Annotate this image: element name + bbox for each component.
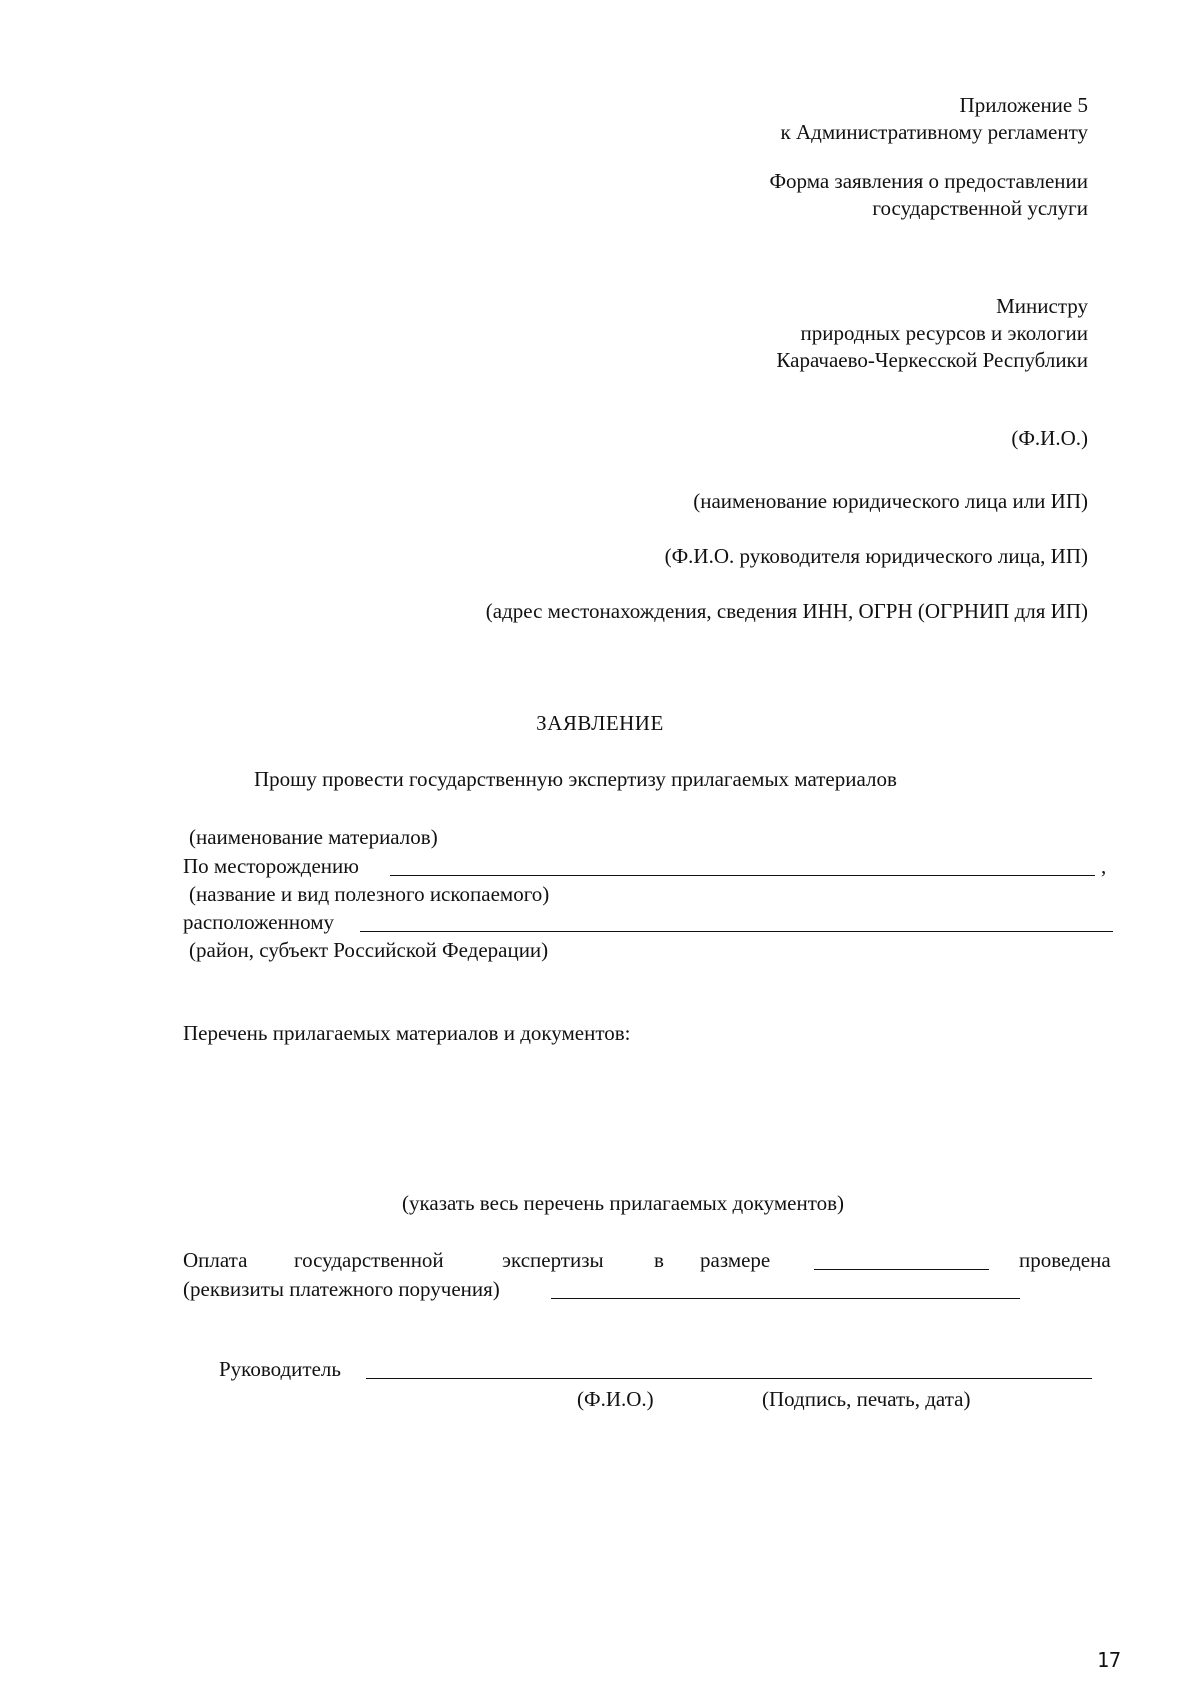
payment-word-1: Оплата (183, 1248, 248, 1272)
payment-word-5: размере (700, 1248, 771, 1272)
document-title: ЗАЯВЛЕНИЕ (536, 711, 664, 735)
payment-amount-field[interactable] (814, 1269, 989, 1270)
documents-list-hint: (указать весь перечень прилагаемых документов) (402, 1191, 845, 1215)
address-hint: (адрес местонахождения, сведения ИНН, ОГРН (ОГРНИП для ИП) (485, 599, 1088, 623)
head-label: Руководитель (219, 1357, 341, 1381)
payment-word-4: в (654, 1248, 664, 1272)
deposit-comma: , (1101, 854, 1107, 878)
payment-word-3: экспертизы (502, 1248, 604, 1272)
form-caption-line1: Форма заявления о предоставлении (769, 169, 1088, 193)
documents-list-title: Перечень прилагаемых материалов и документов: (183, 1021, 631, 1045)
location-field[interactable] (360, 931, 1113, 932)
request-text: Прошу провести государственную экспертизу прилагаемых материалов (254, 767, 897, 791)
addressee-line1: Министру (996, 294, 1088, 318)
page-number: 17 (1097, 1648, 1122, 1672)
addressee-block (776, 293, 1088, 374)
head-fio-hint: (Ф.И.О. руководителя юридического лица, ИП) (664, 544, 1088, 568)
addressee-line2: природных ресурсов и экологии (800, 321, 1088, 345)
appendix-header (781, 92, 1088, 146)
payment-details-label: (реквизиты платежного поручения) (183, 1277, 500, 1301)
minister-fio-hint: (Ф.И.О.) (1011, 426, 1088, 450)
deposit-label: По месторождению (183, 854, 359, 878)
located-label: расположенному (183, 910, 334, 934)
payment-details-field[interactable] (551, 1298, 1020, 1299)
regulation-reference: к Административному регламенту (780, 120, 1088, 144)
deposit-field[interactable] (390, 875, 1095, 876)
form-caption (769, 168, 1088, 222)
entity-name-hint: (наименование юридического лица или ИП) (693, 489, 1088, 513)
signature-field[interactable] (366, 1378, 1092, 1379)
mineral-hint: (название и вид полезного ископаемого) (189, 882, 550, 906)
appendix-number: Приложение 5 (959, 93, 1088, 117)
addressee-line3: Карачаево-Черкесской Республики (776, 348, 1088, 372)
signature-sign-hint: (Подпись, печать, дата) (762, 1387, 971, 1411)
materials-hint: (наименование материалов) (189, 825, 438, 849)
signature-fio-hint: (Ф.И.О.) (577, 1387, 654, 1411)
payment-word-2: государственной (294, 1248, 444, 1272)
form-caption-line2: государственной услуги (872, 196, 1088, 220)
payment-done: проведена (1019, 1248, 1111, 1272)
region-hint: (район, субъект Российской Федерации) (189, 938, 549, 962)
